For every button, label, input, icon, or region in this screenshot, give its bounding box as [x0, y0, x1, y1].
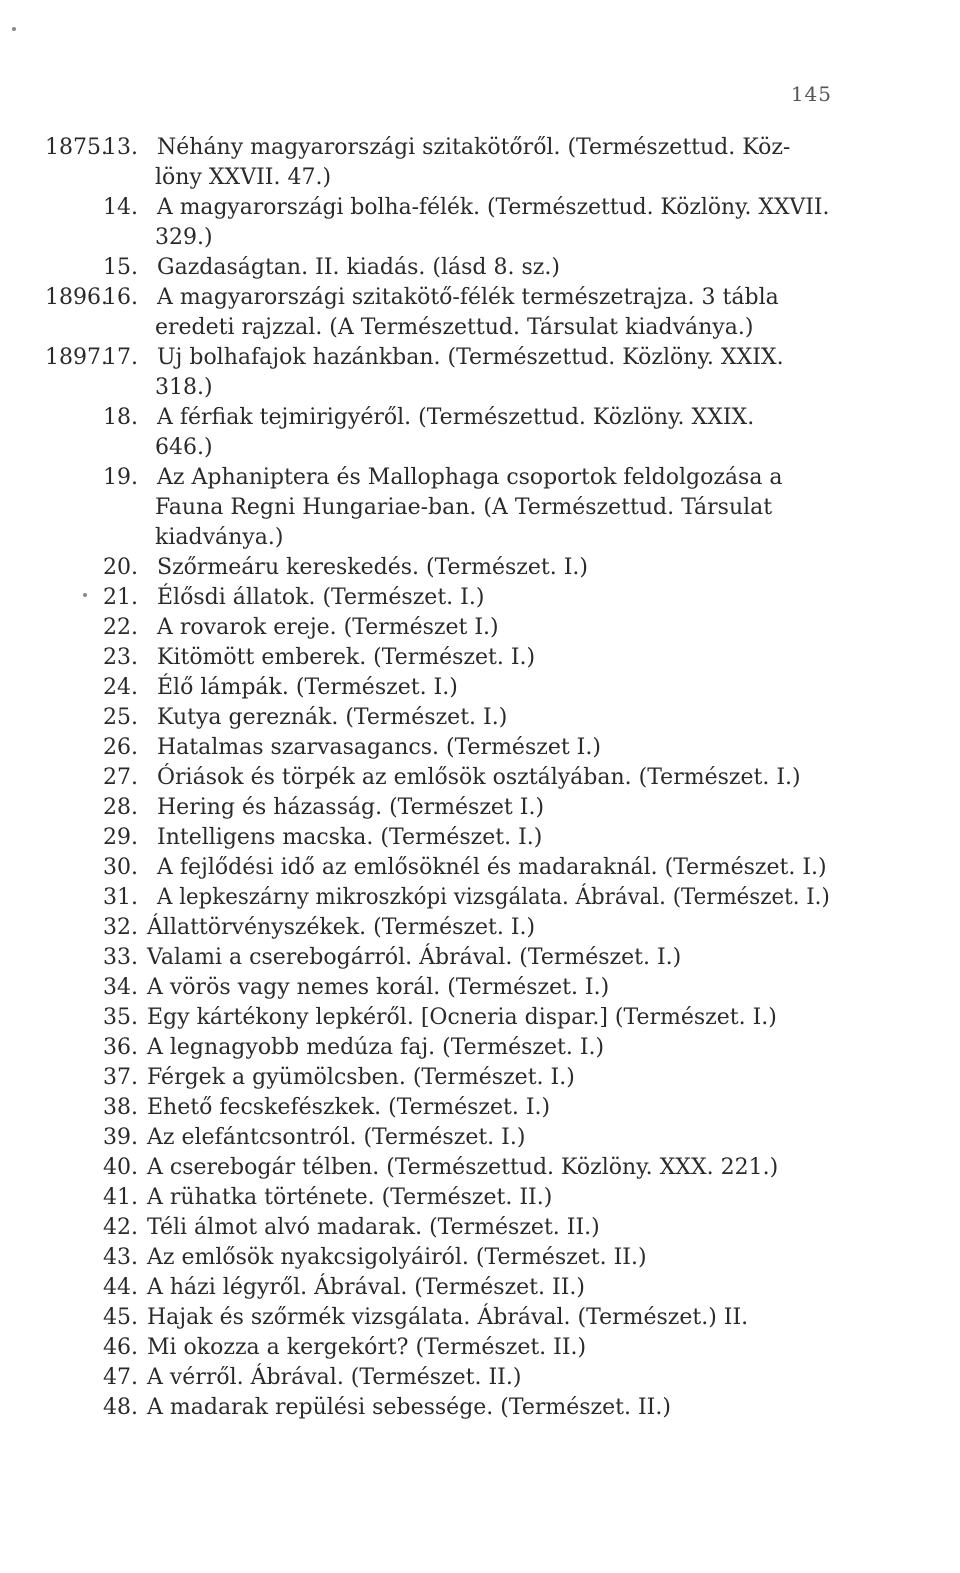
entry-continuation-line [0, 523, 960, 553]
entry-number: 30. [103, 855, 138, 880]
entry-number: 43. [103, 1245, 138, 1270]
entry-continuation-line [0, 433, 960, 463]
entry-line [0, 973, 960, 1003]
entry-number: 17. [103, 345, 138, 370]
entry-line [0, 673, 960, 703]
entry-line [0, 1393, 960, 1423]
entry-text: A férfiak tejmirigyéről. (Természettud. Közlöny. XXIX. [157, 405, 755, 430]
entry-continuation-line [0, 223, 960, 253]
entry-number: 22. [103, 615, 138, 640]
entry-text: Intelligens macska. (Természet. I.) [157, 825, 543, 850]
entry-number: 48. [103, 1395, 138, 1420]
entry-text: Egy kártékony lepkéről. [Ocneria dispar.] (Természet. I.) [147, 1005, 777, 1030]
entry-line [0, 1093, 960, 1123]
stray-mark-top-left [12, 27, 16, 31]
entry-line [0, 703, 960, 733]
entry-text: Hatalmas szarvasagancs. (Természet I.) [157, 735, 601, 760]
entry-text: Állattörvényszékek. (Természet. I.) [147, 915, 536, 940]
entry-line [0, 193, 960, 223]
entry-number: 37. [103, 1065, 138, 1090]
entry-text: Élősdi állatok. (Természet. I.) [157, 585, 485, 610]
entry-number: 20. [103, 555, 138, 580]
entry-text: Mi okozza a kergekórt? (Természet. II.) [147, 1335, 587, 1360]
entry-text: A legnagyobb medúza faj. (Természet. I.) [147, 1035, 605, 1060]
page-number: 145 [790, 82, 832, 106]
entry-number: 42. [103, 1215, 138, 1240]
entry-text: Uj bolhafajok hazánkban. (Természettud. Közlöny. XXIX. [157, 345, 784, 370]
entry-text: Kutya gereznák. (Természet. I.) [157, 705, 508, 730]
entry-text: Ehető fecskefészkek. (Természet. I.) [147, 1095, 551, 1120]
entry-line [0, 1303, 960, 1333]
entry-line [0, 733, 960, 763]
entry-line [0, 1003, 960, 1033]
entry-text: A rovarok ereje. (Természet I.) [157, 615, 499, 640]
entry-text: 329.) [155, 225, 213, 250]
entry-number: 21. [103, 585, 138, 610]
entry-number: 39. [103, 1125, 138, 1150]
entry-number: 34. [103, 975, 138, 1000]
entry-number: 33. [103, 945, 138, 970]
entry-number: 32. [103, 915, 138, 940]
entry-number: 38. [103, 1095, 138, 1120]
entry-text: Néhány magyarországi szitakötőről. (Természettud. Köz- [157, 135, 791, 160]
entry-text: A lepkeszárny mikroszkópi vizsgálata. Ábrával. (Természet. I.) [157, 885, 830, 910]
entry-text: 646.) [155, 435, 213, 460]
entry-line [0, 1183, 960, 1213]
entry-continuation-line [0, 313, 960, 343]
entry-line [0, 1363, 960, 1393]
entry-text: Élő lámpák. (Természet. I.) [157, 675, 458, 700]
entry-number: 13. [103, 135, 138, 160]
entry-text: Az emlősök nyakcsigolyáiról. (Természet. II.) [147, 1245, 647, 1270]
entry-line [0, 1243, 960, 1273]
entry-text: kiadványa.) [155, 525, 284, 550]
entry-text: Kitömött emberek. (Természet. I.) [157, 645, 536, 670]
entry-number: 26. [103, 735, 138, 760]
entry-text: A házi légyről. Ábrával. (Természet. II.) [147, 1275, 585, 1300]
entry-text: Férgek a gyümölcsben. (Természet. I.) [147, 1065, 575, 1090]
entry-line [0, 1213, 960, 1243]
entry-line [0, 403, 960, 433]
entry-number: 40. [103, 1155, 138, 1180]
entry-number: 45. [103, 1305, 138, 1330]
entry-line [0, 583, 960, 613]
entry-text: A rühatka története. (Természet. II.) [147, 1185, 553, 1210]
entry-number: 36. [103, 1035, 138, 1060]
entry-text: Fauna Regni Hungariae-ban. (A Természettud. Társulat [155, 495, 773, 520]
entry-line [0, 1033, 960, 1063]
entry-number: 35. [103, 1005, 138, 1030]
entry-continuation-line [0, 493, 960, 523]
entry-text: A cserebogár télben. (Természettud. Közlöny. XXX. 221.) [147, 1155, 779, 1180]
entry-number: 19. [103, 465, 138, 490]
entry-continuation-line [0, 373, 960, 403]
entry-line [0, 853, 960, 883]
entry-text: Hajak és szőrmék vizsgálata. Ábrával. (Természet.) II. [147, 1305, 749, 1330]
entry-number: 46. [103, 1335, 138, 1360]
entry-number: 18. [103, 405, 138, 430]
entry-text: Óriások és törpék az emlősök osztályában. (Természet. I.) [157, 765, 801, 790]
entry-line [0, 913, 960, 943]
entry-continuation-line [0, 163, 960, 193]
entry-number: 14. [103, 195, 138, 220]
entry-line [0, 283, 960, 313]
entry-line [0, 1333, 960, 1363]
entry-line [0, 463, 960, 493]
entry-number: 44. [103, 1275, 138, 1300]
entry-text: Az Aphaniptera és Mallophaga csoportok feldolgozása a [157, 465, 783, 490]
entry-text: Az elefántcsontról. (Természet. I.) [147, 1125, 526, 1150]
entry-number: 47. [103, 1365, 138, 1390]
entry-text: löny XXVII. 47.) [155, 165, 332, 190]
entry-text: A magyarországi szitakötő-félék természetrajza. 3 tábla [157, 285, 779, 310]
entry-line [0, 763, 960, 793]
entry-line [0, 823, 960, 853]
entry-text: Hering és házasság. (Természet I.) [157, 795, 545, 820]
entry-text: Gazdaságtan. II. kiadás. (lásd 8. sz.) [157, 255, 560, 280]
entry-line [0, 253, 960, 283]
entry-number: 27. [103, 765, 138, 790]
entry-line [0, 1153, 960, 1183]
entry-line [0, 1063, 960, 1093]
entry-number: 23. [103, 645, 138, 670]
entry-text: A vörös vagy nemes korál. (Természet. I.) [147, 975, 610, 1000]
entry-line [0, 883, 960, 913]
entry-text: A magyarországi bolha-félék. (Természettud. Közlöny. XXVII. [157, 195, 830, 220]
entry-number: 31. [103, 885, 138, 910]
entry-line [0, 553, 960, 583]
entry-text: A fejlődési idő az emlősöknél és madaraknál. (Természet. I.) [157, 855, 827, 880]
entry-line [0, 1123, 960, 1153]
entry-text: A madarak repülési sebessége. (Természet. II.) [147, 1395, 671, 1420]
entry-line [0, 793, 960, 823]
entry-line [0, 643, 960, 673]
entry-line [0, 943, 960, 973]
entry-text: eredeti rajzzal. (A Természettud. Társulat kiadványa.) [155, 315, 754, 340]
entry-number: 28. [103, 795, 138, 820]
entry-number: 15. [103, 255, 138, 280]
entry-line [0, 133, 960, 163]
entry-line [0, 343, 960, 373]
entry-text: Szőrmeáru kereskedés. (Természet. I.) [157, 555, 588, 580]
entry-text: Téli álmot alvó madarak. (Természet. II.) [147, 1215, 600, 1240]
entry-line [0, 1273, 960, 1303]
entry-text: A vérről. Ábrával. (Természet. II.) [147, 1365, 522, 1390]
entry-text: Valami a cserebogárról. Ábrával. (Természet. I.) [147, 945, 682, 970]
entry-number: 41. [103, 1185, 138, 1210]
entry-number: 29. [103, 825, 138, 850]
entry-year: 1897. [45, 345, 108, 370]
entry-line [0, 613, 960, 643]
entry-year: 1875. [45, 135, 108, 160]
entry-text: 318.) [155, 375, 213, 400]
entry-number: 24. [103, 675, 138, 700]
entry-number: 25. [103, 705, 138, 730]
entry-number: 16. [103, 285, 138, 310]
entry-year: 1896. [45, 285, 108, 310]
